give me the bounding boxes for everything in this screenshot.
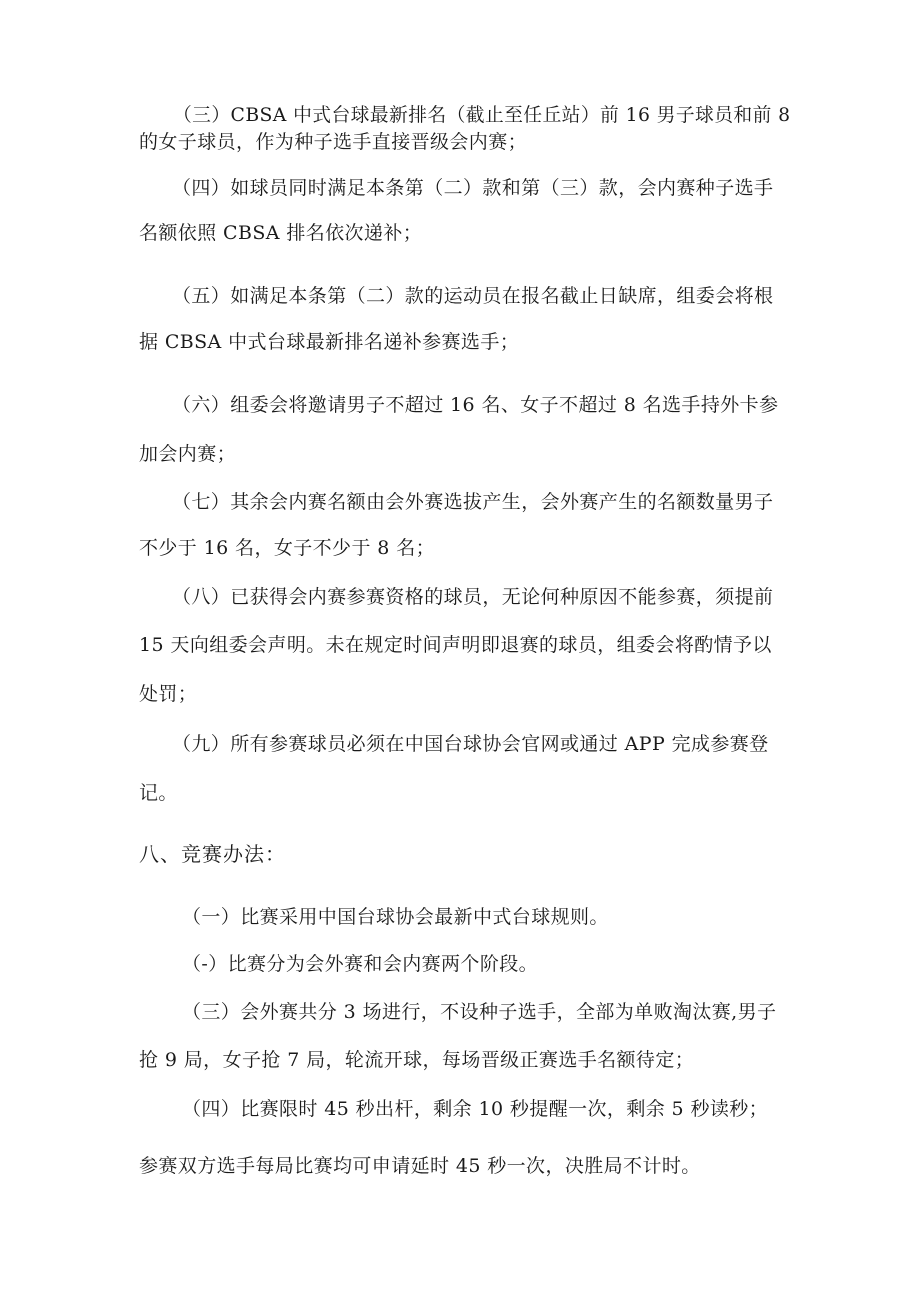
- section-8-heading: 八、竞赛办法：: [139, 842, 286, 866]
- clause-4-line-1: （四）如球员同时满足本条第（二）款和第（三）款，会内赛种子选手: [172, 177, 774, 199]
- clause-4-line-2: 名额依照 CBSA 排名依次递补；: [139, 222, 423, 244]
- clause-7-line-1: （七）其余会内赛名额由会外赛选拔产生，会外赛产生的名额数量男子: [172, 491, 774, 513]
- clause-8-line-2: 15 天向组委会声明。未在规定时间声明即退赛的球员，组委会将酌情予以: [139, 634, 772, 656]
- clause-3-line-1: （三）CBSA 中式台球最新排名（截止至任丘站）前 16 男子球员和前 8: [173, 104, 791, 126]
- rule-1-line: （一）比赛采用中国台球协会最新中式台球规则。: [182, 906, 609, 928]
- clause-9-line-2: 记。: [139, 782, 178, 804]
- rule-4-line-1: （四）比赛限时 45 秒出杆，剩余 10 秒提醒一次，剩余 5 秒读秒；: [182, 1098, 769, 1120]
- rule-2-line: （-）比赛分为会外赛和会内赛两个阶段。: [182, 953, 539, 975]
- clause-3-line-2: 的女子球员，作为种子选手直接晋级会内赛；: [139, 131, 528, 153]
- clause-6-line-1: （六）组委会将邀请男子不超过 16 名、女子不超过 8 名选手持外卡参: [172, 394, 779, 416]
- clause-5-line-2: 据 CBSA 中式台球最新排名递补参赛选手；: [139, 331, 520, 353]
- rule-3-line-2: 抢 9 局，女子抢 7 局，轮流开球，每场晋级正赛选手名额待定；: [139, 1049, 695, 1071]
- rule-3-line-1: （三）会外赛共分 3 场进行，不设种子选手，全部为单败淘汰赛,男子: [182, 1001, 777, 1023]
- clause-8-line-1: （八）已获得会内赛参赛资格的球员，无论何种原因不能参赛，须提前: [172, 586, 774, 608]
- clause-9-line-1: （九）所有参赛球员必须在中国台球协会官网或通过 APP 完成参赛登: [172, 733, 769, 755]
- clause-6-line-2: 加会内赛；: [139, 443, 237, 465]
- rule-4-line-2: 参赛双方选手每局比赛均可申请延时 45 秒一次，决胜局不计时。: [139, 1155, 701, 1177]
- clause-5-line-1: （五）如满足本条第（二）款的运动员在报名截止日缺席，组委会将根: [172, 285, 774, 307]
- clause-8-line-3: 处罚；: [139, 683, 198, 705]
- clause-7-line-2: 不少于 16 名，女子不少于 8 名；: [139, 537, 436, 559]
